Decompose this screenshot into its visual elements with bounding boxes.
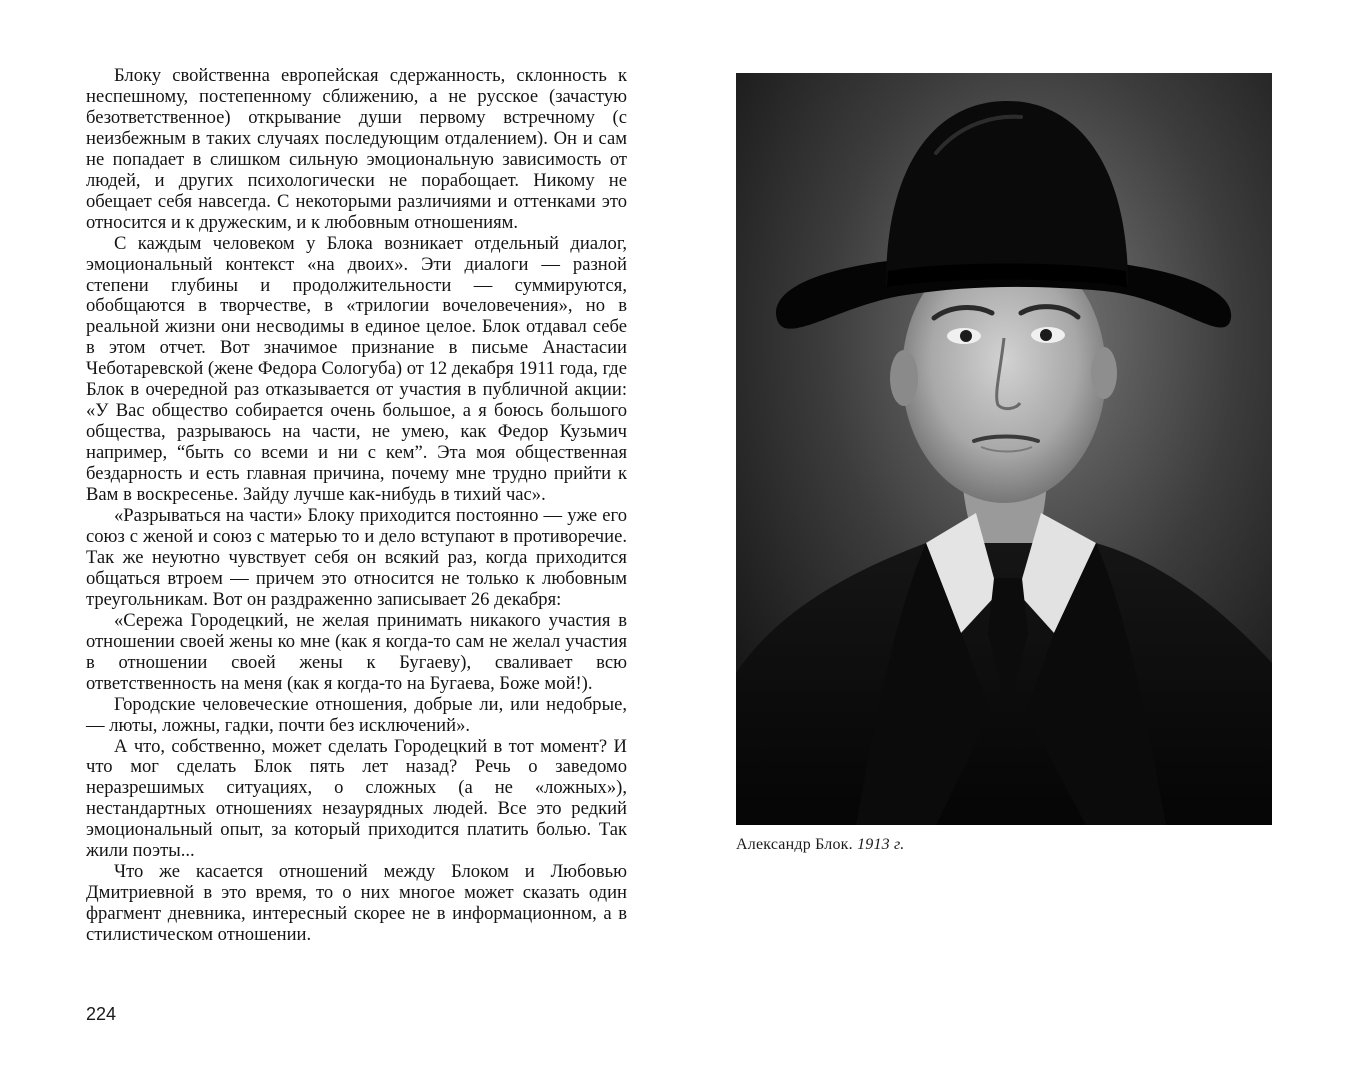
page-number: 224	[86, 1004, 117, 1024]
paragraph-quote-1: «Сережа Городецкий, не желая принимать никакого участия в отношении своей жены ко мне (как я когда-то сам не желал участия в отношении своей жены к Бугаеву), сваливает всю ответственность на меня (как я когда-то на Бугаева, Боже мой!).	[86, 609, 627, 694]
text-column	[86, 66, 627, 946]
caption-name: Александр Блок.	[736, 836, 853, 853]
paragraph-3: «Разрываться на части» Блоку приходится постоянно — уже его союз с женой и союз с матерью то и дело вступают в противоречие. Так же неуютно чувствует себя он всякий раз, когда приходится общаться втроем — причем это относится не только к любовным треугольникам. Вот он раздраженно записывает 26 декабря:	[86, 505, 627, 610]
left-page	[86, 66, 627, 946]
paragraph-5: Что же касается отношений между Блоком и Любовью Дмитриевной в это время, то о них многое может сказать один фрагмент дневника, интересный скорее не в информационном, а в стилистическом отношении.	[86, 861, 627, 946]
paragraph-4: А что, собственно, может сделать Городецкий в тот момент? И что мог сделать Блок пять лет назад? Речь о заведомо неразрешимых ситуациях, о сложных (а не «ложных»), нестандартных отношениях незаурядных людей. Все это редкий эмоциональный опыт, за который приходится платить болью. Так жили поэты...	[86, 735, 627, 862]
paragraph-1: Блоку свойственна европейская сдержанность, склонность к неспешному, постепенному сближению, а не русское (зачастую безответственное) открывание души первому встречному (с неизбежным в таких случаях последующим отдалением). Он и сам не попадает в слишком сильную эмоциональную зависимость от людей, и других психологически не порабощает. Никому не обещает себя навсегда. С некоторыми различиями и оттенками это относится и к дружеским, и к любовным отношениям.	[86, 65, 627, 233]
photo-caption	[736, 836, 905, 854]
portrait-illustration	[736, 73, 1272, 825]
paragraph-2: С каждым человеком у Блока возникает отдельный диалог, эмоциональный контекст «на двоих». Эти диалоги — разной степени глубины и продолжительности — суммируются, обобщаются в творчестве, в «трилогии вочеловечения», но в реальной жизни они несводимы в единое целое. Блок отдавал себе в этом отчет. Вот значимое признание в письме Анастасии Чеботаревской (жене Федора Сологуба) от 12 декабря 1911 года, где Блок в очередной раз отказывается от участия в публичной акции: «У Вас общество собирается очень большое, а я боюсь большого общества, разрываюсь на части, не умею, как Федор Кузьмич например, “быть со всеми и ни с кем”. Эта моя общественная бездарность и есть главная причина, почему мне трудно прийти к Вам в воскресенье. Зайду лучше как-нибудь в тихий час».	[86, 232, 627, 506]
caption-year: 1913 г.	[857, 836, 905, 853]
paragraph-quote-2: Городские человеческие отношения, добрые ли, или недобрые, — люты, ложны, гадки, почти без исключений».	[86, 693, 627, 736]
portrait-photo	[736, 73, 1272, 825]
